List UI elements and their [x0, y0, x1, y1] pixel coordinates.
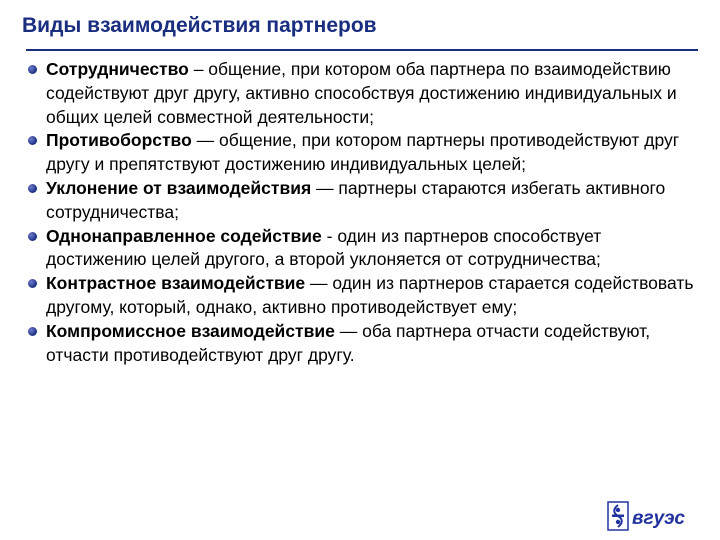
bullet-icon [28, 279, 37, 288]
definition: – общение, при котором оба партнера по взаимодействию содействуют друг другу, активно способствуя достижению индивидуальных и общих целей совместной деятельности; [46, 59, 677, 127]
bullet-icon [28, 136, 37, 145]
term: Однонаправленное содействие [46, 225, 322, 246]
title-underline [26, 49, 698, 51]
university-logo [606, 500, 698, 532]
list-item-avoidance [24, 177, 696, 225]
list-item-confrontation [24, 129, 696, 177]
logo-icon [606, 500, 698, 532]
slide-title: Виды взаимодействия партнеров [22, 14, 377, 37]
logo-text: вгуэс [632, 508, 685, 529]
bullet-icon [28, 327, 37, 336]
bullet-icon [28, 232, 37, 241]
list-item-cooperation [24, 58, 696, 129]
definition: — один из партнеров старается содействовать другому, который, однако, активно противодействует ему; [46, 273, 694, 317]
list-item-compromise-interaction [24, 320, 696, 368]
bullet-icon [28, 184, 37, 193]
definition: — оба партнера отчасти содействуют, отчасти противодействуют друг другу. [46, 320, 651, 365]
list-item-contrast-interaction [24, 272, 696, 320]
term: Компромиссное взаимодействие [46, 320, 335, 341]
list-item-one-way-assistance [24, 225, 696, 273]
term: Уклонение от взаимодействия [46, 177, 312, 198]
term: Сотрудничество [46, 59, 189, 79]
bullet-list [24, 58, 696, 367]
definition: — партнеры стараются избегать активного сотрудничества; [46, 177, 666, 222]
definition: — общение, при котором партнеры противодействуют друг другу и препятствуют достижению индивидуальных целей; [46, 130, 680, 175]
term: Противоборство [46, 130, 192, 151]
term: Контрастное взаимодействие [46, 273, 306, 294]
bullet-icon [28, 65, 37, 74]
definition: - один из партнеров способствует достижению целей другого, а второй уклоняется от сотрудничества; [46, 225, 602, 270]
